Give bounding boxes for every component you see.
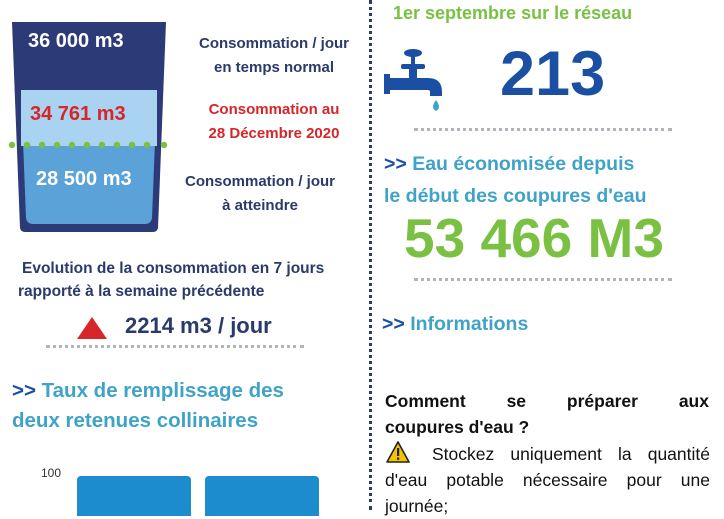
count-value: 213 — [500, 39, 606, 109]
left-divider — [46, 345, 304, 348]
question-line2: coupures d'eau ? — [385, 417, 530, 437]
saved-line1: Eau économisée depuis — [412, 153, 635, 175]
right-divider-2 — [414, 278, 672, 281]
desc-target-line2: à atteindre — [222, 197, 298, 214]
tip-line3: journée; — [385, 496, 449, 516]
current-consumption-description — [180, 98, 368, 146]
question-word-1: Comment — [385, 391, 466, 411]
info-title: Informations — [410, 313, 529, 335]
y-tick-label-100: 100 — [41, 466, 62, 480]
info-heading — [382, 313, 528, 336]
right-divider-1 — [414, 128, 672, 131]
bar-retenue-1 — [77, 476, 191, 516]
column-separator — [369, 0, 372, 510]
prepare-question — [385, 388, 709, 440]
evolution-value: 2214 m3 / jour — [125, 313, 272, 338]
warning-icon — [386, 441, 410, 468]
up-triangle-icon — [76, 316, 108, 345]
question-word-3: préparer — [566, 391, 638, 411]
info-prefix: >> — [382, 313, 405, 335]
evolution-text — [18, 257, 368, 303]
question-word-2: se — [506, 391, 527, 411]
tip-line2: d'eau potable nécessaire pour une — [385, 470, 710, 490]
fill-rate-prefix: >> — [12, 379, 36, 402]
bar-retenue-2 — [205, 476, 319, 516]
desc-normal-line2: en temps normal — [213, 59, 335, 76]
fill-rate-line2: deux retenues collinaires — [12, 409, 259, 432]
fill-rate-line1: Taux de remplissage des — [41, 379, 284, 402]
tank-target-value: 28 500 m3 — [36, 168, 132, 190]
question-word-4: aux — [678, 391, 709, 411]
desc-current-line1: Consommation au — [208, 101, 340, 118]
fill-rate-heading — [12, 376, 284, 436]
desc-current-line2: 28 Décembre 2020 — [208, 125, 340, 142]
tip-line1: Stockez uniquement la quantité — [432, 444, 710, 464]
water-tap-icon — [384, 44, 454, 117]
saved-water-value: 53 466 M3 — [404, 207, 664, 269]
evolution-line2: rapporté à la semaine précédente — [18, 283, 265, 300]
saved-prefix: >> — [384, 153, 407, 175]
desc-normal-line1: Consommation / jour — [199, 35, 349, 52]
normal-consumption-description — [180, 32, 368, 80]
evolution-line1: Evolution de la consommation en 7 jours — [22, 260, 325, 277]
target-consumption-description — [166, 170, 354, 218]
saved-water-heading — [384, 148, 647, 212]
tank-current-value: 34 761 m3 — [30, 103, 126, 125]
saved-line2: le début des coupures d'eau — [384, 185, 647, 207]
network-date-line: 1er septembre sur le réseau — [393, 3, 633, 23]
tank-top-value: 36 000 m3 — [28, 30, 124, 52]
desc-target-line1: Consommation / jour — [185, 173, 335, 190]
